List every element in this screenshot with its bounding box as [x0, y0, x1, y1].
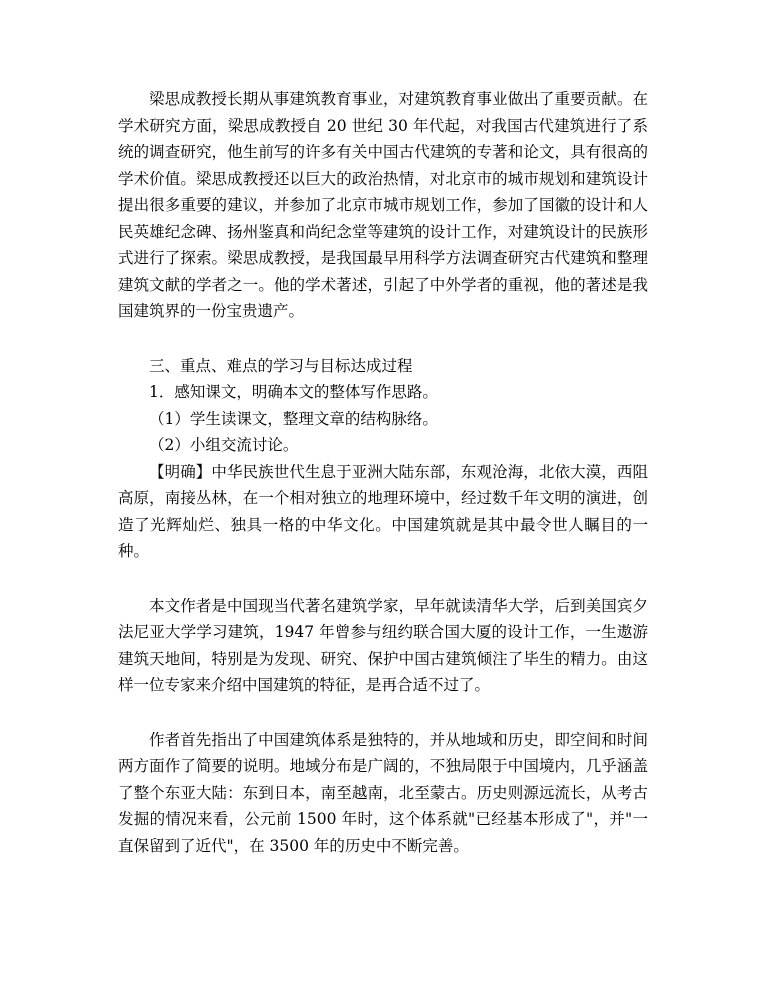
paragraph-spacer	[118, 325, 648, 353]
sub-item-1: （1）学生读课文，整理文章的结构脉络。	[149, 409, 438, 428]
numbered-item-1: 1．感知课文，明确本文的整体写作思路。	[149, 383, 438, 401]
paragraph-spacer	[118, 699, 648, 727]
paragraph-architecture-system: 作者首先指出了中国建筑体系是独特的，并从地域和历史，即空间和时间两方面作了简要的说明。地域分布是广阔的，不独局限于中国境内，几乎涵盖了整个东亚大陆：东到日本，南至越南，北至蒙古。历史则源远流长，从考古发掘的情况来看，公元前 1500 年时，这个体系就"已经基本形成了"，并"一直保留到了近代"，在 3500 年的历史中不断完善。	[118, 730, 648, 855]
document-body	[118, 86, 648, 859]
paragraph-author-introduction: 本文作者是中国现当代著名建筑学家，早年就读清华大学，后到美国宾夕法尼亚大学学习建筑，1947 年曾参与纽约联合国大厦的设计工作，一生遨游建筑天地间，特别是为发现、研究、保护中国古建筑倾注了毕生的精力。由这样一位专家来介绍中国建筑的特征，是再合适不过了。	[118, 596, 648, 694]
paragraph-spacer	[118, 565, 648, 593]
clarify-paragraph: 【明确】中华民族世代生息于亚洲大陆东部，东观沧海，北依大漠，西阻高原，南接丛林，在一个相对独立的地理环境中，经过数千年文明的演进，创造了光辉灿烂、独具一格的中华文化。中国建筑就是其中最令世人瞩目的一种。	[118, 462, 648, 560]
paragraph-liang-sicheng-contributions: 梁思成教授长期从事建筑教育事业，对建筑教育事业做出了重要贡献。在学术研究方面，梁思成教授自 20 世纪 30 年代起，对我国古代建筑进行了系统的调查研究，他生前写的许多有关中国古代建筑的专著和论文，具有很高的学术价值。梁思成教授还以巨大的政治热情，对北京市的城市规划和建筑设计提出很多重要的建议，并参加了北京市城市规划工作，参加了国徽的设计和人民英雄纪念碑、扬州鉴真和尚纪念堂等建筑的设计工作，对建筑设计的民族形式进行了探索。梁思成教授，是我国最早用科学方法调查研究古代建筑和整理建筑文献的学者之一。他的学术著述，引起了中外学者的重视，他的著述是我国建筑界的一份宝贵遗产。	[118, 90, 648, 320]
section-heading: 三、重点、难点的学习与目标达成过程	[149, 356, 413, 375]
sub-item-2: （2）小组交流讨论。	[149, 436, 299, 454]
